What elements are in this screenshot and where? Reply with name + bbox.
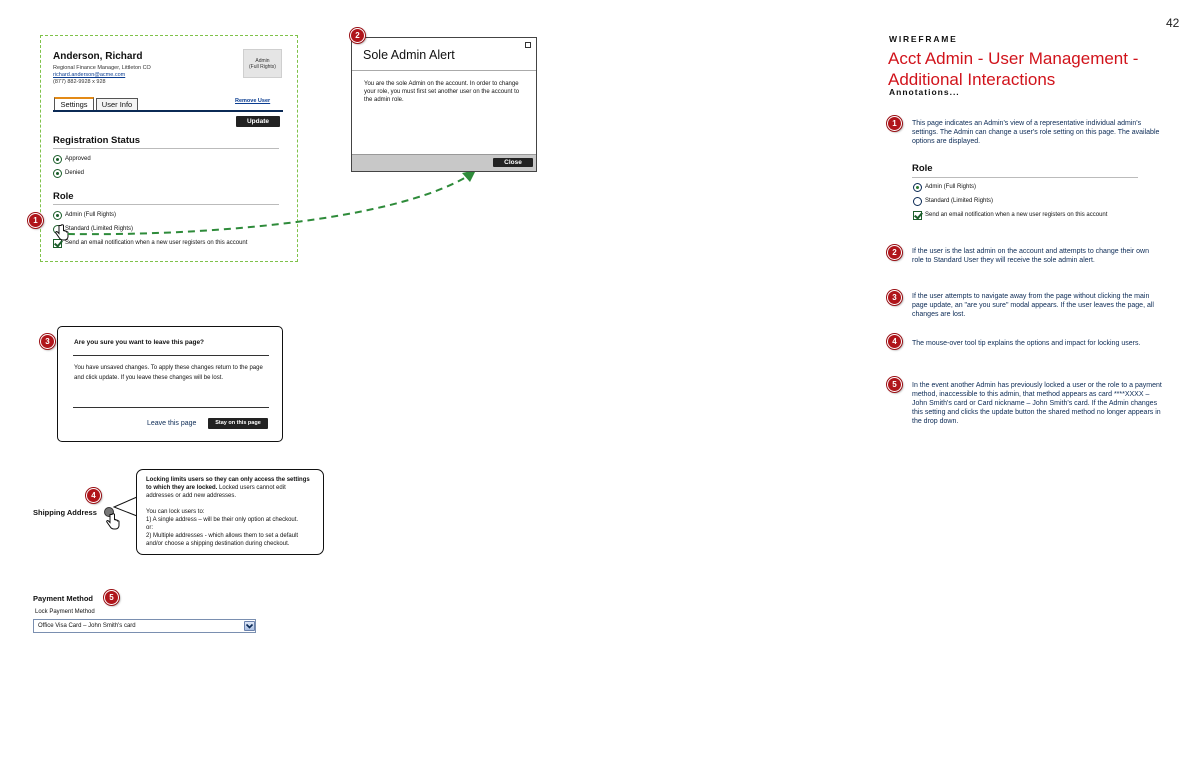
leave-modal-divider-bottom	[73, 407, 269, 408]
tooltip-lead	[146, 476, 314, 500]
leave-modal-body: You have unsaved changes. To apply these changes return to the page and click update. If you leave these changes will be lost.	[74, 365, 263, 381]
annotation-notify-label: Send an email notification when a new user registers on this account	[925, 212, 1108, 218]
payment-method-select[interactable]	[33, 619, 256, 633]
page-title-line2: Additional Interactions	[888, 70, 1056, 89]
annotation-admin-label: Admin (Full Rights)	[925, 184, 977, 190]
chevron-down-icon[interactable]	[244, 621, 255, 631]
close-square-icon[interactable]	[525, 42, 531, 48]
leave-page-modal	[57, 326, 283, 442]
tab-user-info[interactable]: User Info	[96, 98, 138, 110]
annotation-role-heading: Role	[912, 163, 933, 174]
sole-admin-alert-body: You are the sole Admin on the account. In order to change your role, you must first set another user on the account to the admin role.	[364, 81, 520, 103]
shipping-address-label: Shipping Address	[33, 508, 97, 517]
tooltip-option-1: 1) A single address – will be their only option at checkout.	[146, 517, 299, 523]
annotation-badge-2: 2	[887, 245, 902, 260]
annotation-marker-5: 5	[104, 590, 119, 605]
annotation-role-divider	[912, 177, 1138, 178]
admin-role-label: Admin (Full Rights)	[65, 212, 117, 218]
role-badge-box	[243, 49, 282, 78]
payment-method-heading: Payment Method	[33, 594, 94, 603]
role-badge-line2: (Full Rights)	[249, 64, 276, 70]
annotation-text-2: If the user is the last admin on the account and attempts to change their own role to Standard User they will receive the sole admin alert.	[912, 248, 1149, 264]
annotation-marker-1: 1	[28, 213, 43, 228]
annotation-text-1: This page indicates an Admin's view of a representative individual admin's settings. The Admin can change a user's role setting on this page. The available options are displayed.	[912, 120, 1160, 145]
annotation-badge-3: 3	[887, 290, 902, 305]
notify-label: Send an email notification when a new user registers on this account	[65, 240, 248, 246]
lock-payment-label: Lock Payment Method	[35, 609, 95, 615]
page-number: 42	[1166, 16, 1180, 30]
annotation-marker-3: 3	[40, 334, 55, 349]
locking-tooltip	[136, 469, 324, 555]
user-name: Anderson, Richard	[53, 51, 143, 62]
tooltip-pointer	[112, 495, 138, 519]
annotation-standard-label: Standard (Limited Rights)	[925, 198, 994, 204]
role-heading: Role	[53, 191, 74, 202]
annotation-marker-2: 2	[350, 28, 365, 43]
registration-status-heading: Registration Status	[53, 135, 141, 146]
annotation-badge-1: 1	[887, 116, 902, 131]
annotation-text-5: In the event another Admin has previously locked a user or the role to a payment method, inaccessible to this admin, that method appears as card ****XXXX – John Smith's card or Card nickname – John Smith's card. If the Admin changes this setting and clicks the update button the shared method no longer appears in the drop down.	[912, 382, 1162, 425]
annotation-standard-radio	[913, 197, 922, 206]
tooltip-lead-bold: Locking limits users so they can only access the settings to which they are locked.	[146, 477, 310, 491]
user-job-title: Regional Finance Manager, Littleton CO	[53, 65, 151, 71]
annotation-text-4: The mouse-over tool tip explains the options and impact for locking users.	[912, 340, 1141, 347]
remove-user-link[interactable]: Remove User	[235, 98, 271, 104]
wireframe-kicker: WIREFRAME	[889, 34, 958, 44]
annotation-text-3: If the user attempts to navigate away from the page without clicking the main page update, an "are you sure" modal appears. If the user leaves the page, all changes are lost.	[912, 293, 1154, 318]
leave-modal-title: Are you sure you want to leave this page?	[74, 339, 205, 346]
annotation-badge-4: 4	[887, 334, 902, 349]
tab-underline	[53, 110, 283, 112]
flow-arrow	[60, 160, 490, 250]
approved-label: Approved	[65, 156, 91, 162]
standard-role-label: Standard (Limited Rights)	[65, 226, 134, 232]
user-phone: (877) 882-9928 x 928	[53, 79, 106, 85]
page-title-line1: Acct Admin - User Management -	[888, 49, 1139, 68]
registration-divider	[53, 148, 279, 149]
sole-admin-alert-dialog	[351, 37, 537, 172]
annotation-admin-radio	[913, 183, 922, 192]
user-email-link[interactable]: richard.anderson@acme.com	[53, 72, 126, 78]
denied-label: Denied	[65, 170, 85, 176]
tooltip-lock-intro: You can lock users to:	[146, 509, 205, 515]
annotations-label: Annotations...	[889, 87, 960, 97]
alert-title-divider	[352, 70, 536, 71]
payment-selected-value: Office Visa Card – John Smith's card	[38, 623, 136, 629]
alert-close-button[interactable]: Close	[493, 158, 533, 167]
leave-modal-divider-top	[73, 355, 269, 356]
update-button[interactable]: Update	[236, 116, 280, 127]
stay-on-page-button[interactable]: Stay on this page	[208, 418, 268, 429]
annotation-notify-checkbox	[913, 211, 922, 220]
tooltip-or: or:	[146, 525, 154, 531]
tooltip-option-2: 2) Multiple addresses - which allows them to set a default and/or choose a shipping destination during checkout.	[146, 533, 299, 547]
annotation-badge-5: 5	[887, 377, 902, 392]
tooltip-lead-rest: Locked users cannot edit addresses or add new addresses.	[146, 485, 286, 499]
leave-page-link[interactable]: Leave this page	[147, 420, 197, 427]
sole-admin-alert-title: Sole Admin Alert	[363, 48, 455, 62]
tab-settings[interactable]: Settings	[54, 97, 94, 110]
role-badge-line1: Admin	[255, 58, 270, 64]
annotation-marker-4: 4	[86, 488, 101, 503]
